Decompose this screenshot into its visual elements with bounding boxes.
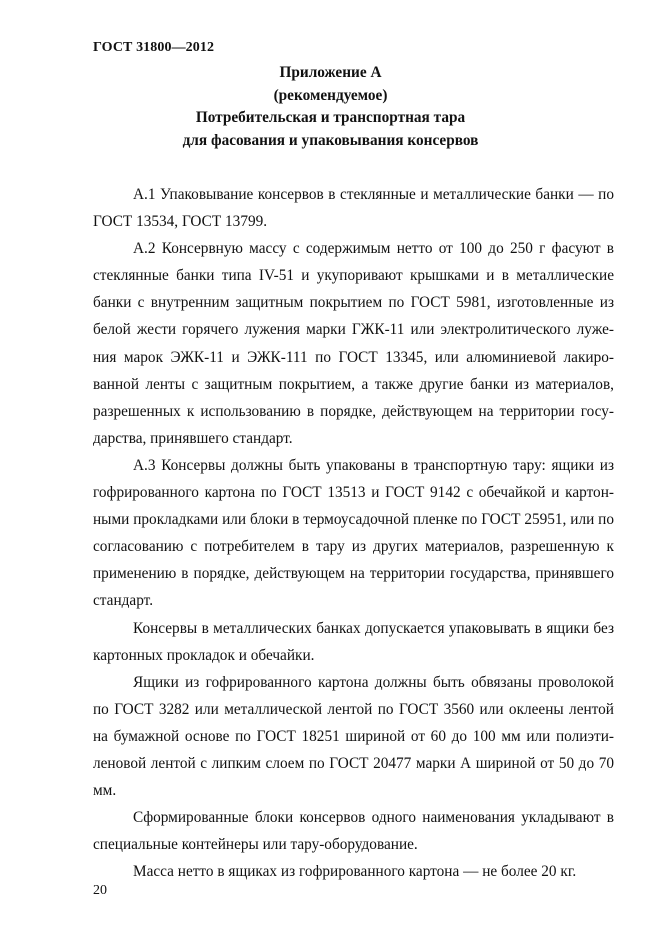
paragraph-blocks: Сформированные блоки консервов одного наименования укладывают в специальные контейнеры или тару-оборудование. bbox=[93, 809, 614, 854]
paragraph-net-mass: Масса нетто в ящиках из гофрированного картона — не более 20 кг. bbox=[133, 863, 577, 881]
paragraph-a3: А.3 Консервы должны быть упакованы в транспортную тару: ящики из гофрированного картона по ГОСТ 13513 и ГОСТ 9142 с обечайкой и картонными прокладками или блоки в термоусадочной пленке по ГОСТ 25951, или по согласованию с потребителем в тару из других материалов, разрешенную к применению в порядке, действующем на территории государства, принявшего стандарт. bbox=[93, 456, 614, 610]
appendix-status: (рекомендуемое) bbox=[273, 86, 388, 104]
body-text bbox=[93, 181, 614, 885]
paragraph-metal-cans: Консервы в металлических банках допускается упаковывать в ящики без картонных прокладок и обечайки. bbox=[93, 619, 614, 664]
page-number: 20 bbox=[93, 883, 107, 898]
paragraph-a1: А.1 Упаковывание консервов в стеклянные и металлические банки — по ГОСТ 13534, ГОСТ 13799. bbox=[93, 186, 614, 231]
appendix-subtitle-line-1: Потребительская и транспортная тара bbox=[195, 109, 466, 126]
paragraph-box-strapping: Ящики из гофрированного картона должны быть обвязаны проволокой по ГОСТ 3282 или металлической лентой по ГОСТ 3560 или оклеены лентой на бумажной основе по ГОСТ 18251 шириной от 60 до 100 мм или полиэтиленовой лентой с липким слоем по ГОСТ 20477 марки А шириной от 50 до 70 мм. bbox=[93, 673, 614, 800]
paragraph-a2: А.2 Консервную массу с содержимым нетто от 100 до 250 г фасуют в стеклянные банки типа IV-51 и укупоривают крышками и в металлические банки с внутренним защитным покрытием по ГОСТ 5981, изготовленные из белой жести горячего лужения марки ГЖК-11 или электролитического лужения марок ЭЖК-11 и ЭЖК-111 по ГОСТ 13345, или алюминиевой лакированной ленты с защитным покрытием, а также другие банки из материалов, разрешенных к использованию в порядке, действующем на территории государства, принявшего стандарт. bbox=[93, 240, 614, 447]
document-header: ГОСТ 31800—2012 bbox=[93, 40, 215, 55]
appendix-subtitle-line-2: для фасования и упаковывания консервов bbox=[182, 131, 479, 149]
appendix-heading bbox=[60, 62, 601, 152]
appendix-title: Приложение А bbox=[279, 64, 382, 81]
